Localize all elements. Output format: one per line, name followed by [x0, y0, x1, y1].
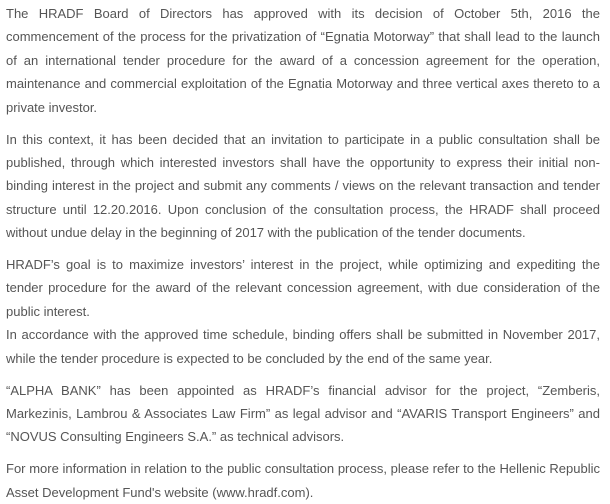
paragraph-privatization-approval: The HRADF Board of Directors has approved with its decision of October 5th, 2016 the commencement of the process for the privatization of “Egnatia Motorway” that shall lead to the launch of an international tender procedure for the award of a concession agreement for the operation, maintenance and commercial exploitation of the Egnatia Motorway and three vertical axes thereto to a private investor.	[6, 6, 600, 115]
paragraph-time-schedule: In accordance with the approved time schedule, binding offers shall be submitted in November 2017, while the tender procedure is expected to be concluded by the end of the same year.	[6, 327, 600, 366]
paragraph-more-information: For more information in relation to the public consultation process, please refer to the Hellenic Republic Asset Development Fund's website (www.hradf.com).	[6, 461, 600, 500]
paragraph-public-consultation: In this context, it has been decided that an invitation to participate in a public consultation shall be published, through which interested investors shall have the opportunity to express their initial non-binding interest in the project and submit any comments / views on the relevant transaction and tender structure until 12.20.2016. Upon conclusion of the consultation process, the HRADF shall proceed without undue delay in the beginning of 2017 with the publication of the tender documents.	[6, 131, 600, 241]
paragraph-advisors: “ALPHA BANK” has been appointed as HRADF’s financial advisor for the project, “Zemberis, Markezinis, Lambrou & Associates Law Firm” as legal advisor and “AVARIS Transport Engineers” and “NOVUS Consulting Engineers S.A.” as technical advisors.	[6, 382, 600, 445]
paragraph-hradf-goal: HRADF’s goal is to maximize investors’ interest in the project, while optimizing and expediting the tender procedure for the award of the relevant concession agreement, with due consideration of the public interest.	[6, 257, 600, 319]
